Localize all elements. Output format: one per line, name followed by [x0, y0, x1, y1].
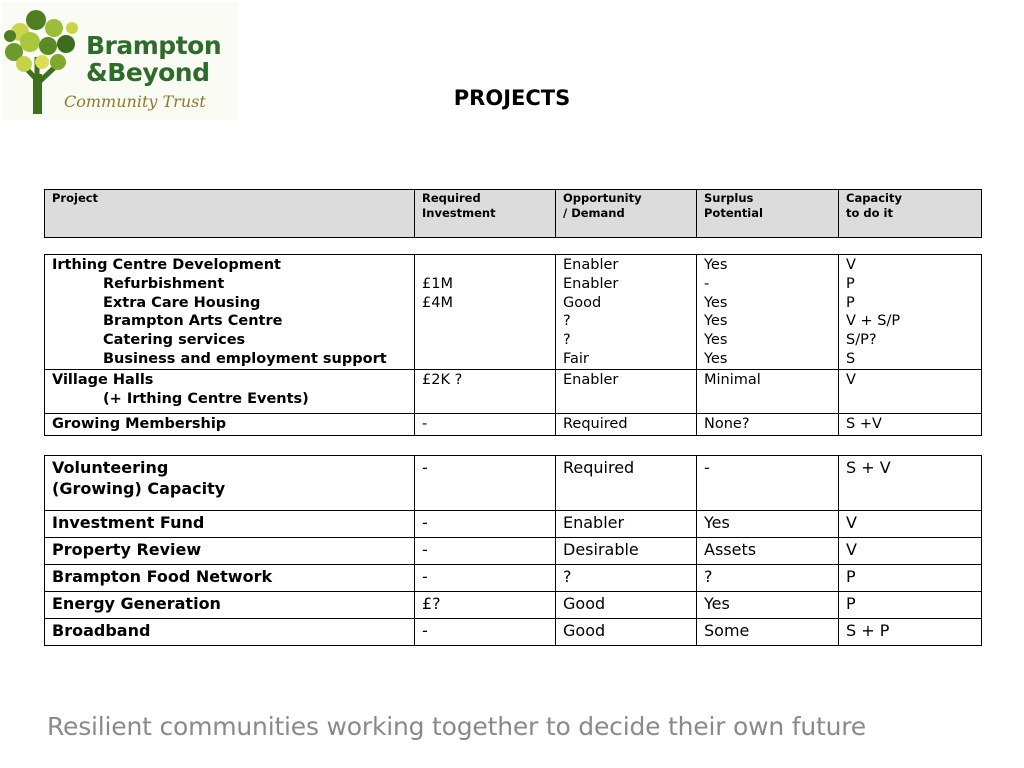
sub-project-name: Brampton Arts Centre	[103, 313, 283, 330]
cell-value: S/P?	[846, 332, 877, 349]
project-cell	[45, 456, 415, 511]
surplus-cell: Assets	[697, 538, 839, 565]
project-name: (Growing) Capacity	[52, 479, 226, 498]
table-row	[45, 413, 982, 435]
opportunity-cell: Enabler	[556, 369, 697, 413]
project-cell: Investment Fund	[45, 511, 415, 538]
opportunity-cell: Enabler	[556, 511, 697, 538]
projects-table	[44, 455, 982, 646]
sub-project-name: Extra Care Housing	[103, 294, 261, 311]
header-investment-line: Investment	[422, 206, 496, 220]
cell-value: -	[704, 275, 710, 292]
surplus-cell: None?	[697, 413, 839, 435]
investment-cell	[415, 255, 556, 370]
sub-project-name: (+ Irthing Centre Events)	[103, 390, 309, 407]
header-surplus-line: Surplus	[704, 191, 754, 205]
header-surplus-line: Potential	[704, 206, 763, 220]
page-title: PROJECTS	[453, 86, 571, 110]
capacity-cell: S + V	[839, 456, 982, 511]
investment-cell: -	[415, 456, 556, 511]
capacity-cell	[839, 255, 982, 370]
capacity-cell: V	[839, 369, 982, 413]
surplus-cell: -	[697, 456, 839, 511]
table-row	[45, 511, 982, 538]
cell-value: Good	[563, 294, 602, 311]
project-name: Volunteering	[52, 458, 169, 477]
surplus-cell: Yes	[697, 511, 839, 538]
project-name: Irthing Centre Development	[52, 257, 281, 273]
cell-value: £4M	[422, 294, 453, 311]
investment-cell: -	[415, 413, 556, 435]
header-table	[44, 189, 982, 238]
capacity-cell: S + P	[839, 619, 982, 646]
capacity-cell: P	[839, 592, 982, 619]
table-row	[45, 538, 982, 565]
opportunity-cell: Required	[556, 413, 697, 435]
header-opportunity-line: Opportunity	[563, 191, 642, 205]
cell-value: Yes	[704, 294, 728, 311]
header-surplus	[697, 190, 839, 238]
investment-cell: -	[415, 619, 556, 646]
footer-tagline: Resilient communities working together to decide their own future	[47, 712, 866, 741]
project-cell	[45, 369, 415, 413]
header-row	[45, 190, 982, 238]
surplus-cell: Minimal	[697, 369, 839, 413]
cell-value: V + S/P	[846, 313, 901, 330]
capacity-cell: V	[839, 538, 982, 565]
cell-value: Enabler	[563, 275, 619, 292]
table-row	[45, 255, 982, 370]
cell-value: ?	[563, 313, 571, 330]
project-cell: Growing Membership	[45, 413, 415, 435]
surplus-cell: Yes	[697, 592, 839, 619]
header-capacity-line: to do it	[846, 206, 893, 220]
investment-cell: £2K ?	[415, 369, 556, 413]
project-cell: Brampton Food Network	[45, 565, 415, 592]
table-row	[45, 565, 982, 592]
table-row	[45, 592, 982, 619]
project-cell: Energy Generation	[45, 592, 415, 619]
table-row	[45, 456, 982, 511]
surplus-cell: Some	[697, 619, 839, 646]
header-capacity	[839, 190, 982, 238]
opportunity-cell: Desirable	[556, 538, 697, 565]
header-opportunity-line: / Demand	[563, 206, 625, 220]
investment-cell: -	[415, 565, 556, 592]
opportunity-cell: Good	[556, 619, 697, 646]
logo-text-beyond: &Beyond	[86, 58, 210, 87]
investment-cell: £?	[415, 592, 556, 619]
table-row	[45, 619, 982, 646]
surplus-cell	[697, 255, 839, 370]
capacity-cell: S +V	[839, 413, 982, 435]
cell-value: Yes	[704, 313, 728, 330]
surplus-cell: ?	[697, 565, 839, 592]
opportunity-cell	[556, 255, 697, 370]
project-cell: Broadband	[45, 619, 415, 646]
cell-value: Yes	[704, 350, 728, 367]
logo-text-brampton: Brampton	[86, 31, 222, 60]
cell-value: ?	[563, 332, 571, 349]
header-project	[45, 190, 415, 238]
cell-value: £1M	[422, 275, 453, 292]
irthing-table	[44, 254, 982, 436]
header-opportunity	[556, 190, 697, 238]
header-investment	[415, 190, 556, 238]
table-row	[45, 369, 982, 413]
project-cell	[45, 255, 415, 370]
investment-cell: -	[415, 511, 556, 538]
logo-text-community-trust: Community Trust	[64, 92, 206, 111]
sub-project-name: Catering services	[103, 332, 246, 349]
cell-value	[422, 256, 548, 275]
cell-value: P	[846, 275, 855, 292]
cell-value: Fair	[563, 350, 589, 367]
cell-value: P	[846, 294, 855, 311]
cell-value: S	[846, 350, 856, 367]
sub-project-name: Refurbishment	[103, 275, 225, 292]
capacity-cell: P	[839, 565, 982, 592]
capacity-cell: V	[839, 511, 982, 538]
sub-project-name: Business and employment support	[103, 350, 387, 367]
opportunity-cell: Good	[556, 592, 697, 619]
header-capacity-line: Capacity	[846, 191, 902, 205]
cell-value: Enabler	[563, 257, 619, 273]
cell-value: Yes	[704, 332, 728, 349]
investment-cell: -	[415, 538, 556, 565]
opportunity-cell: ?	[556, 565, 697, 592]
opportunity-cell: Required	[556, 456, 697, 511]
cell-value: V	[846, 257, 856, 273]
cell-value: Yes	[704, 257, 728, 273]
header-project-label: Project	[52, 191, 99, 205]
project-cell: Property Review	[45, 538, 415, 565]
project-name: Village Halls	[52, 371, 154, 388]
header-investment-line: Required	[422, 191, 481, 205]
